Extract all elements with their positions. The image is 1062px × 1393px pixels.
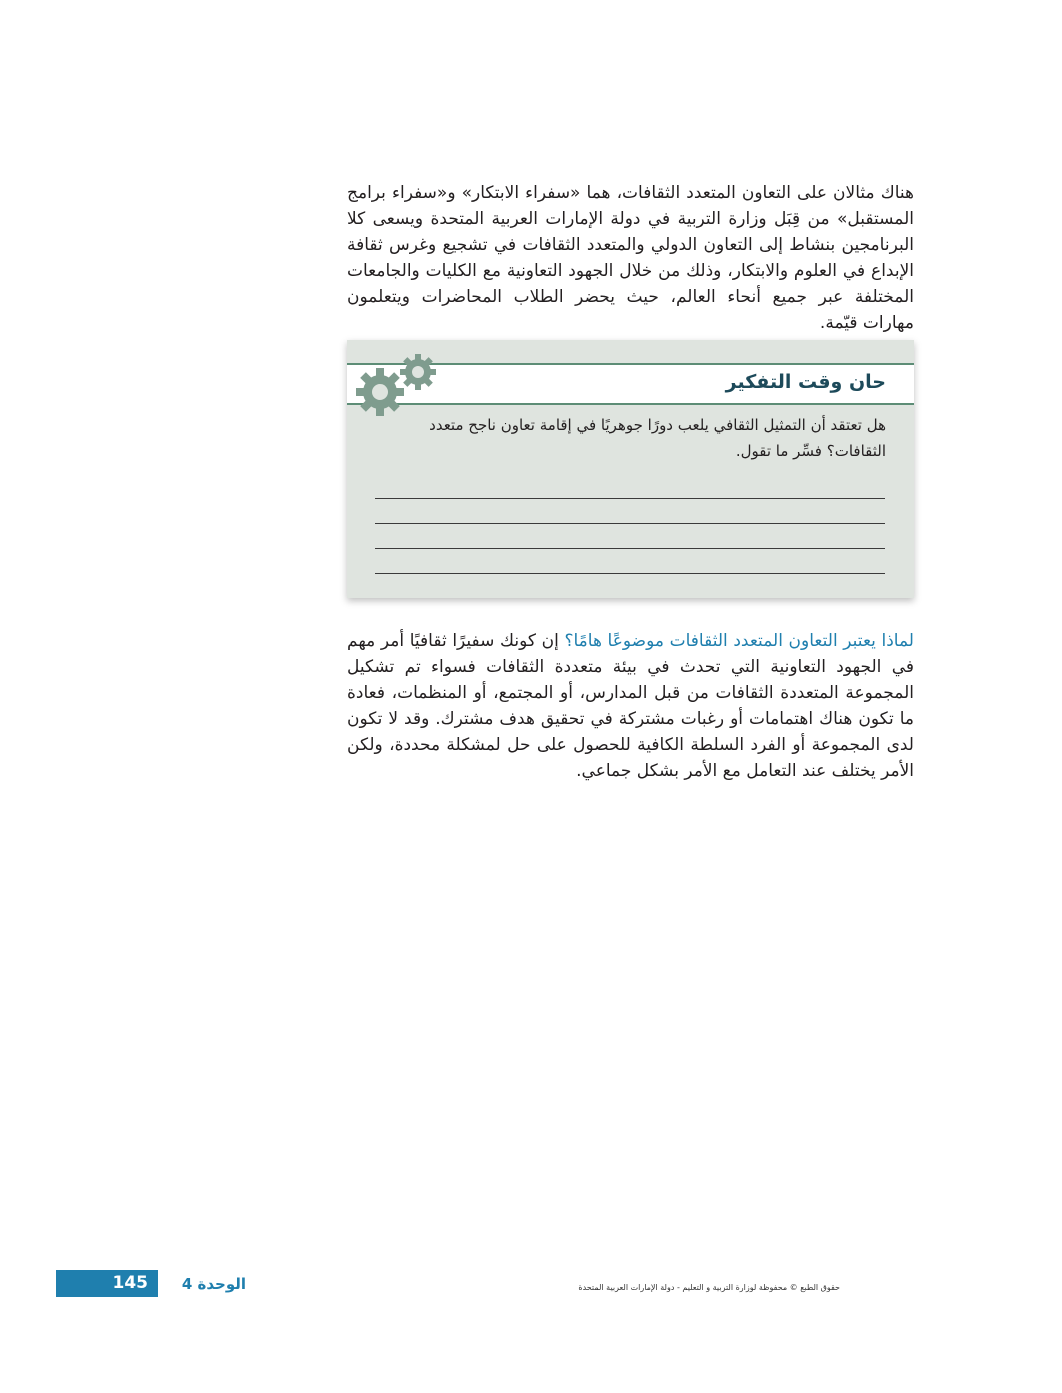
thinking-time-box (347, 340, 914, 598)
answer-line[interactable] (375, 573, 885, 574)
page-number: 145 (112, 1273, 148, 1293)
page-number-bar (56, 1270, 158, 1297)
unit-label: الوحدة 4 (181, 1275, 246, 1293)
gears-icon (352, 348, 442, 420)
paragraph-body: إن كونك سفيرًا ثقافيًا أمر مهم في الجهود التعاونية التي تحدث في بيئة متعددة الثقافات فسواء تم تشكيل المجموعة المتعددة الثقافات من قبل المدارس، أو المجتمع، أو المنظمات، فعادة ما تكون هناك اهتمامات أو رغبات مشتركة في تحقيق هدف مشترك. وقد لا تكون لدى المجموعة أو الفرد السلطة الكافية للحصول على حل لمشكلة محددة، ولكن الأمر يختلف عند التعامل مع الأمر بشكل جماعي. (347, 631, 914, 781)
second-paragraph (347, 628, 914, 784)
answer-line[interactable] (375, 523, 885, 524)
copyright-notice: حقوق الطبع © محفوظة لوزارة التربية و التعليم - دولة الإمارات العربية المتحدة (578, 1283, 840, 1292)
thinking-box-title: حان وقت التفكير (725, 371, 886, 393)
paragraph-lead-question: لماذا يعتبر التعاون المتعدد الثقافات موضوعًا هامًا؟ (564, 631, 914, 651)
answer-line[interactable] (375, 548, 885, 549)
intro-paragraph: هناك مثالان على التعاون المتعدد الثقافات، هما «سفراء الابتكار» و«سفراء برامج المستقبل» من قِبَل وزارة التربية في دولة الإمارات العربية المتحدة ويسعى كلا البرنامجين بنشاط إلى التعاون الدولي والمتعدد الثقافات في تشجيع وغرس ثقافة الإبداع في العلوم والابتكار، وذلك من خلال الجهود التعاونية مع الكليات والجامعات المختلفة عبر جميع أنحاء العالم، حيث يحضر الطلاب المحاضرات ويتعلمون مهارات قيّمة. (347, 183, 914, 333)
thinking-question: هل تعتقد أن التمثيل الثقافي يلعب دورًا جوهريًا في إقامة تعاون ناجح متعدد الثقافات؟ فسِّر ما تقول. (429, 416, 886, 460)
answer-line[interactable] (375, 498, 885, 499)
